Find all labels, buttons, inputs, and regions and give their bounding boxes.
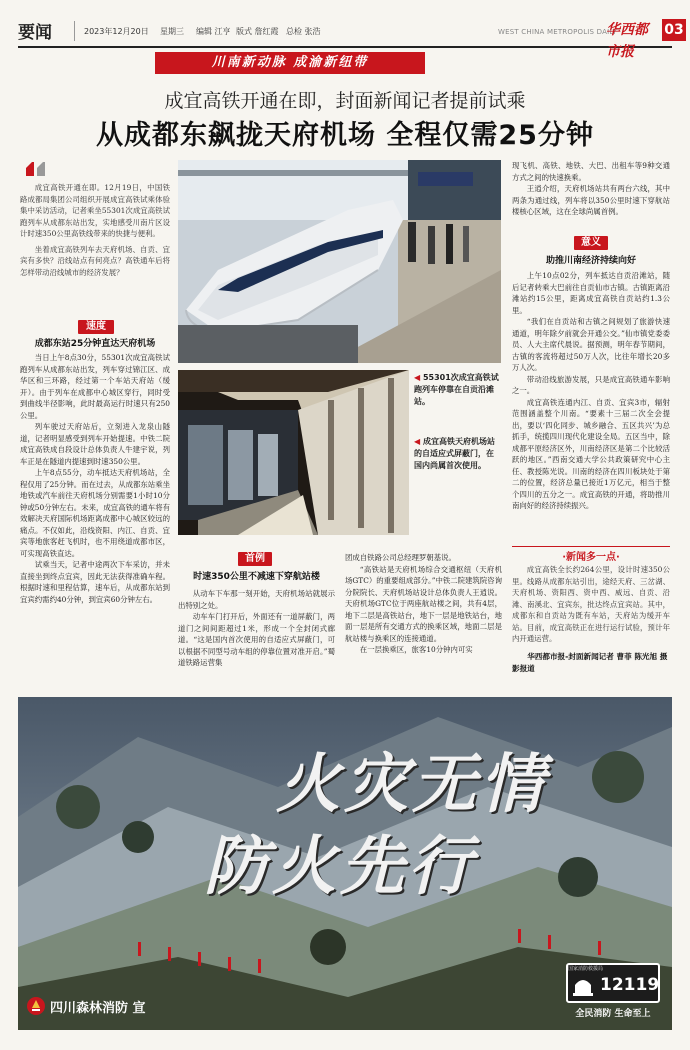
paragraph: 成宜高铁全长约264公里，设计时速350公里。线路从成都东站引出，途经天府、三岔湖、天府机场、资阳西、资中西、威远、自贡、沿滩、南溪北、宜宾东，批达终点宜宾站。其中，成都东和自贡站为既有车站，天府站为缓开车站。目前，成宜高铁正在进行运行试验，预计年内开通运营。 <box>512 565 670 643</box>
paragraph: 王逍介绍，天府机场站共有两台六线，其中两条为通过线，列车将以350公里时速下穿航站楼核心区域，这在全球尚属首例。 <box>512 184 670 216</box>
page-number: 03 <box>662 19 686 41</box>
paragraph: 当日上午8点30分，55301次成宜高铁试跑列车从成都东站出发，列车穿过锦江区、成华区和三环路，经过第一个车站天府站（缓开）。由于列车在成都中心城区穿行，同时受到曲线半径影响，此时最高运行时速只有250公里。 <box>20 353 170 420</box>
photo-screen-doors <box>178 370 409 535</box>
section-body <box>20 352 170 605</box>
caption-text: 55301次成宜高铁试跑列车停靠在自贡沿滩站。 <box>414 373 499 406</box>
paragraph: 从动车下车那一刻开始，天府机场站就展示出特别之处。 <box>178 589 335 610</box>
lead-paragraph: 坐着成宜高铁列车去天府机场、自贡、宜宾有多快？沿线站点有何亮点？高铁通车后将怎样带动沿线城市的经济发展？ <box>20 244 170 277</box>
ad-slogan: 全民消防 生命至上 <box>575 1009 651 1019</box>
photo-caption-1 <box>414 372 500 408</box>
topic-banner: 川南新动脉 成渝新纽带 <box>155 52 425 74</box>
caption-arrow-icon: ◀ <box>414 437 421 446</box>
newspaper-english-name: WEST CHINA METROPOLIS DAILY <box>498 28 617 36</box>
page-header <box>18 18 684 60</box>
section-kicker-speed: 速度 <box>78 320 114 334</box>
paragraph: “高铁站是天府机场综合交通枢纽（天府机场GTC）的重要组成部分。”中铁二院建筑院咨询分院院长、天府机场站设计总体负责人王逍说。天府机场GTC位于两座航站楼之间，共有4层，地下二层是高铁站台，地下一层是地铁站台，地面一层是所有交通方式的换乘区域，地面二层是航站楼与换乘区的连接通道。 <box>345 564 502 643</box>
section-label: 要闻 <box>18 23 52 43</box>
article-subtitle: 成宜高铁开通在即，封面新闻记者提前试乘 <box>164 90 526 112</box>
paragraph: 上午10点02分，列车抵达自贡沿滩站，随后记者转乘大巴前往自贡仙市古镇。古镇距离沿滩站约15公里，距离成宜高铁自贡站约1.3公里。 <box>512 271 670 315</box>
forest-fire-badge-icon <box>26 996 46 1016</box>
section-body <box>512 270 670 512</box>
hotline-badge <box>566 963 660 1021</box>
editor-credit: 编辑 江亨 <box>196 27 231 36</box>
issue-date: 2023年12月20日 <box>84 27 149 36</box>
paragraph: 带动沿线旅游发展，只是成宜高铁通车影响之一。 <box>512 374 670 395</box>
paragraph: 试乘当天，记者中途两次下车采访，并未直接坐到终点宜宾，因此无法获得准确车程。根据时速和里程估算，速车后，从成都东站到宜宾约需约40分钟，到宜宾60分钟左右。 <box>20 560 170 604</box>
paragraph: “我们在自贡站和古镇之间规划了旅游快速通道，明年除夕前就会开通公交。”仙市镇党委委员、人大主席代晨说。据预测，明年春节期间，古镇的客流将超过50万人次，比往年增长20多万人次。 <box>512 317 670 372</box>
photo-train-platform <box>178 160 501 363</box>
section-body-continued <box>345 552 502 656</box>
badge-top-text: 国家消防救援局 <box>568 966 604 972</box>
paragraph: 现飞机、高铁、地铁、大巴、出租车等9种交通方式之间的快速换乘。 <box>512 161 670 182</box>
weekday: 星期三 <box>160 27 184 36</box>
sponsor-text: 四川森林消防 宣 <box>50 1001 146 1016</box>
paragraph: 上午8点55分，动车抵达天府机场站，全程仅用了25分钟。而在过去，从成都东站乘坐地铁或汽车前往天府机场分别需要1小时10分钟或50分钟左右。未来，成宜高铁的通车将有效解决天府国际机场距离成都中心城区较远的痛点。不仅如此，沿线资阳、内江、自贡、宜宾等地旅客赶飞机时，也不用绕道成都市区，可实现高铁直达。 <box>20 468 170 558</box>
section-body-continued <box>512 160 670 218</box>
divider <box>512 546 670 547</box>
paragraph: 成宜高铁连通内江、自贡、宜宾3市，辐射范围涵盖整个川南。“要素十三届二次全会提出，要以‘四化同步、城乡融合、五区共兴’为总抓手，统揽四川现代化建设全局。五区当中，除成都平原经济区外，川南经济区是第二个比较活跃的地区。”西南交通大学公共政策研究中心主任、教授陈光说。川南的经济在四川板块处于第二的位置，经济总量已接近1万亿元，相当于整个四川的五分之一。成宜高铁的开通，将助推川南向好的经济持续振兴。 <box>512 397 670 510</box>
article-lead <box>20 182 170 278</box>
ad-headline-2: 防火先行 <box>204 830 476 904</box>
news-more-body <box>512 564 670 645</box>
reporter-credit: 华西都市报-封面新闻记者 曹菲 陈光旭 摄影报道 <box>512 652 668 673</box>
photo-caption-2 <box>414 436 500 472</box>
caption-arrow-icon: ◀ <box>414 373 421 382</box>
paragraph: 在一层换乘区，旅客10分钟内可实 <box>359 645 473 654</box>
divider <box>74 21 75 41</box>
quote-mark-icon <box>24 160 48 178</box>
hotline-number: 12119 <box>600 975 660 995</box>
section-heading: 助推川南经济持续向好 <box>545 256 636 266</box>
layout-credit: 版式 詹红霞 <box>236 27 279 36</box>
section-kicker-meaning: 意义 <box>574 236 608 250</box>
lead-paragraph: 成宜高铁开通在即。12月19日，中国铁路成都局集团公司组织开展成宜高铁试乘体验集中采访活动，记者乘坐55301次成宜高铁试跑列车从成都东站出发，实地感受川南片区设计时速350公里高铁线带来的快捷与便利。 <box>20 183 170 238</box>
paragraph: 动车车门打开后，外面还有一道屏蔽门，两道门之间间距超过1米，形成一个全封闭式廊道。“这是国内首次使用的自适应式屏蔽门，可以根据不同型号动车组的停靠位置对准开启。”蜀道铁路运营集 <box>178 612 335 667</box>
news-more-title: ·新闻多一点· <box>562 552 620 563</box>
section-body <box>178 588 335 669</box>
caption-text: 成宜高铁天府机场站的自适应式屏蔽门，在国内尚属首次使用。 <box>414 437 495 470</box>
paragraph: 团成自铁路公司总经理罗朝基说。 <box>345 553 456 562</box>
section-heading: 成都东站25分钟直达天府机场 <box>34 339 156 349</box>
paragraph: 列车驶过天府站后，立刻进入龙泉山隧道，记者明显感受到列车开始提速。中铁二院成宜高铁成自段设计总体负责人牛建宇说，列车正是在隧道内提速到时速350公里。 <box>20 422 170 466</box>
fire-alarm-icon <box>572 975 594 997</box>
ad-headline-1: 火灾无情 <box>276 748 548 822</box>
fire-prevention-ad <box>18 697 672 1030</box>
proof-credit: 总检 张浩 <box>286 27 321 36</box>
section-heading: 时速350公里不减速下穿航站楼 <box>193 572 320 582</box>
newspaper-logo: 华西都市报 <box>606 22 648 60</box>
section-kicker-first: 首例 <box>238 552 272 566</box>
article-headline: 从成都东飙拢天府机场 全程仅需25分钟 <box>96 120 594 151</box>
